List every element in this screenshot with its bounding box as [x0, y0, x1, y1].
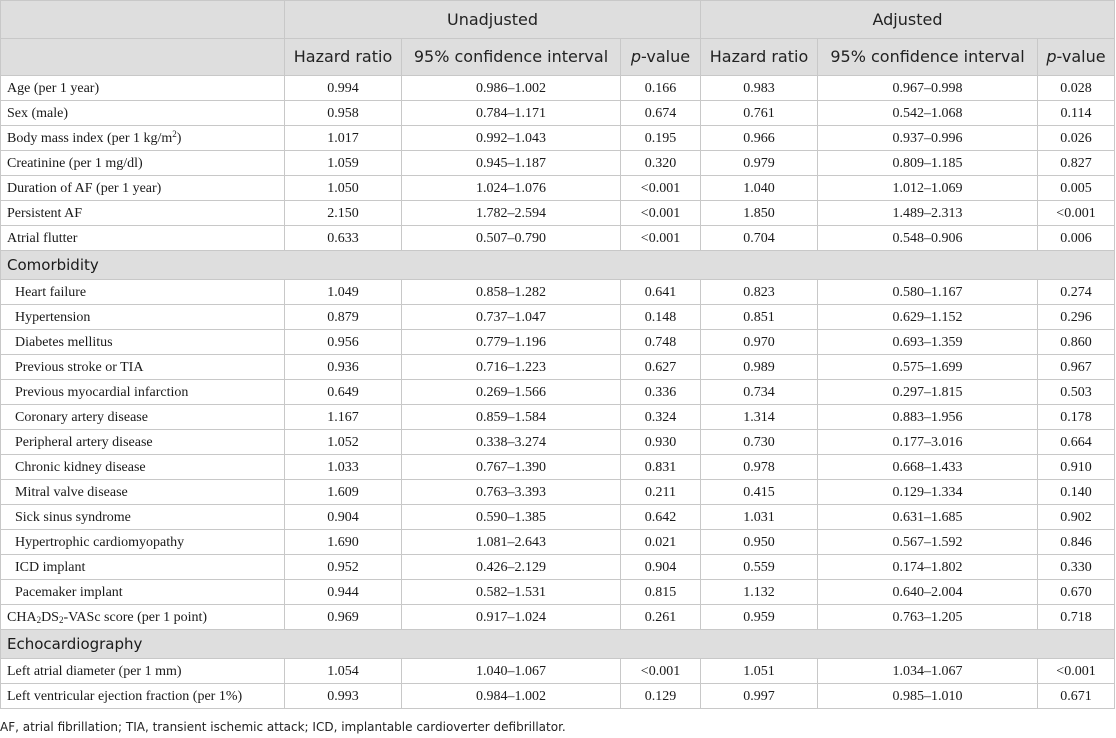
comorbidity-rows	[1, 280, 1115, 605]
adjusted-p: 0.902	[1038, 505, 1115, 530]
header-adjusted: Adjusted	[701, 1, 1115, 39]
header-blank	[1, 1, 285, 39]
row-label: Atrial flutter	[1, 226, 285, 251]
header-hazard-ratio: Hazard ratio	[285, 39, 402, 76]
adjusted-p: <0.001	[1038, 201, 1115, 226]
adjusted-p: 0.670	[1038, 580, 1115, 605]
adjusted-ci: 0.567–1.592	[818, 530, 1038, 555]
cha-row-body	[1, 605, 1115, 659]
unadjusted-ci: 0.582–1.531	[402, 580, 621, 605]
adjusted-ci: 1.012–1.069	[818, 176, 1038, 201]
table-row	[1, 380, 1115, 405]
header-ci: 95% confidence interval	[402, 39, 621, 76]
row-label: Diabetes mellitus	[1, 330, 285, 355]
unadjusted-p: 0.904	[621, 555, 701, 580]
row-label: Left ventricular ejection fraction (per 1%)	[1, 684, 285, 709]
row-label: Hypertrophic cardiomyopathy	[1, 530, 285, 555]
unadjusted-ci: 1.024–1.076	[402, 176, 621, 201]
unadjusted-p: 0.641	[621, 280, 701, 305]
unadjusted-ci: 0.338–3.274	[402, 430, 621, 455]
adjusted-ci: 0.967–0.998	[818, 76, 1038, 101]
adjusted-ci: 0.693–1.359	[818, 330, 1038, 355]
unadjusted-p: 0.129	[621, 684, 701, 709]
unadjusted-hr: 0.958	[285, 101, 402, 126]
unadjusted-p: 0.261	[621, 605, 701, 630]
row-label: Chronic kidney disease	[1, 455, 285, 480]
row-label: Coronary artery disease	[1, 405, 285, 430]
section-label: Echocardiography	[1, 630, 1115, 659]
adjusted-p: 0.846	[1038, 530, 1115, 555]
adjusted-hr: 1.314	[701, 405, 818, 430]
row-label: Heart failure	[1, 280, 285, 305]
table-row	[1, 330, 1115, 355]
unadjusted-hr: 1.059	[285, 151, 402, 176]
unadjusted-ci: 0.779–1.196	[402, 330, 621, 355]
unadjusted-ci: 0.763–3.393	[402, 480, 621, 505]
row-label: Sex (male)	[1, 101, 285, 126]
row-label: Hypertension	[1, 305, 285, 330]
row-label: Previous myocardial infarction	[1, 380, 285, 405]
adjusted-ci: 0.177–3.016	[818, 430, 1038, 455]
table-row	[1, 659, 1115, 684]
adjusted-p: 0.671	[1038, 684, 1115, 709]
unadjusted-ci: 0.917–1.024	[402, 605, 621, 630]
adjusted-hr: 0.970	[701, 330, 818, 355]
adjusted-ci: 0.548–0.906	[818, 226, 1038, 251]
adjusted-p: 0.296	[1038, 305, 1115, 330]
table-row	[1, 605, 1115, 630]
header-column-row	[1, 39, 1115, 76]
table-row	[1, 580, 1115, 605]
adjusted-ci: 0.668–1.433	[818, 455, 1038, 480]
header-group-row	[1, 1, 1115, 39]
row-label: $CHA_2DS_2$-VASc score (per 1 point)	[1, 605, 285, 630]
unadjusted-hr: 2.150	[285, 201, 402, 226]
unadjusted-ci: 0.767–1.390	[402, 455, 621, 480]
adjusted-hr: 0.559	[701, 555, 818, 580]
unadjusted-hr: 1.050	[285, 176, 402, 201]
adjusted-ci: 0.542–1.068	[818, 101, 1038, 126]
row-label: Pacemaker implant	[1, 580, 285, 605]
adjusted-hr: 1.040	[701, 176, 818, 201]
section-row-echocardiography	[1, 630, 1115, 659]
unadjusted-ci: 0.737–1.047	[402, 305, 621, 330]
adjusted-ci: 1.034–1.067	[818, 659, 1038, 684]
adjusted-p: 0.114	[1038, 101, 1115, 126]
unadjusted-ci: 0.984–1.002	[402, 684, 621, 709]
adjusted-hr: 0.983	[701, 76, 818, 101]
adjusted-hr: 0.979	[701, 151, 818, 176]
adjusted-ci: 0.129–1.334	[818, 480, 1038, 505]
unadjusted-p: 0.748	[621, 330, 701, 355]
adjusted-hr: 1.031	[701, 505, 818, 530]
adjusted-hr: 0.704	[701, 226, 818, 251]
row-label: Creatinine (per 1 mg/dl)	[1, 151, 285, 176]
unadjusted-p: 0.211	[621, 480, 701, 505]
adjusted-hr: 0.823	[701, 280, 818, 305]
unadjusted-hr: 0.944	[285, 580, 402, 605]
table-row	[1, 201, 1115, 226]
echo-rows	[1, 659, 1115, 709]
adjusted-ci: 0.937–0.996	[818, 126, 1038, 151]
header-blank	[1, 39, 285, 76]
row-label: Previous stroke or TIA	[1, 355, 285, 380]
unadjusted-hr: 1.033	[285, 455, 402, 480]
section-row-comorbidity	[1, 251, 1115, 280]
header-unadjusted: Unadjusted	[285, 1, 701, 39]
unadjusted-hr: 0.993	[285, 684, 402, 709]
unadjusted-p: 0.930	[621, 430, 701, 455]
row-label: Duration of AF (per 1 year)	[1, 176, 285, 201]
row-label: ICD implant	[1, 555, 285, 580]
adjusted-p: 0.006	[1038, 226, 1115, 251]
table-body	[1, 76, 1115, 280]
row-label: Persistent AF	[1, 201, 285, 226]
adjusted-hr: 0.989	[701, 355, 818, 380]
unadjusted-ci: 0.716–1.223	[402, 355, 621, 380]
unadjusted-p: 0.674	[621, 101, 701, 126]
table-row	[1, 405, 1115, 430]
adjusted-p: 0.503	[1038, 380, 1115, 405]
adjusted-p: <0.001	[1038, 659, 1115, 684]
unadjusted-ci: 1.081–2.643	[402, 530, 621, 555]
adjusted-p: 0.664	[1038, 430, 1115, 455]
adjusted-hr: 0.761	[701, 101, 818, 126]
unadjusted-hr: 0.649	[285, 380, 402, 405]
unadjusted-ci: 0.269–1.566	[402, 380, 621, 405]
unadjusted-p: 0.642	[621, 505, 701, 530]
unadjusted-hr: 1.167	[285, 405, 402, 430]
adjusted-ci: 0.580–1.167	[818, 280, 1038, 305]
unadjusted-hr: 0.633	[285, 226, 402, 251]
adjusted-ci: 0.575–1.699	[818, 355, 1038, 380]
unadjusted-hr: 0.956	[285, 330, 402, 355]
table-row	[1, 101, 1115, 126]
adjusted-hr: 0.959	[701, 605, 818, 630]
row-label: Age (per 1 year)	[1, 76, 285, 101]
unadjusted-p: 0.815	[621, 580, 701, 605]
adjusted-p: 0.005	[1038, 176, 1115, 201]
row-label: Peripheral artery disease	[1, 430, 285, 455]
adjusted-p: 0.860	[1038, 330, 1115, 355]
unadjusted-ci: 0.945–1.187	[402, 151, 621, 176]
adjusted-ci: 0.763–1.205	[818, 605, 1038, 630]
table-row	[1, 455, 1115, 480]
unadjusted-hr: 1.017	[285, 126, 402, 151]
adjusted-ci: 0.640–2.004	[818, 580, 1038, 605]
adjusted-hr: 0.966	[701, 126, 818, 151]
adjusted-p: 0.178	[1038, 405, 1115, 430]
table-row	[1, 480, 1115, 505]
adjusted-ci: 0.985–1.010	[818, 684, 1038, 709]
row-label: Mitral valve disease	[1, 480, 285, 505]
header-p-value: p-value	[621, 39, 701, 76]
unadjusted-hr: 0.969	[285, 605, 402, 630]
unadjusted-p: 0.195	[621, 126, 701, 151]
adjusted-p: 0.026	[1038, 126, 1115, 151]
table-row	[1, 684, 1115, 709]
header-hazard-ratio: Hazard ratio	[701, 39, 818, 76]
unadjusted-hr: 1.690	[285, 530, 402, 555]
adjusted-ci: 0.809–1.185	[818, 151, 1038, 176]
adjusted-ci: 1.489–2.313	[818, 201, 1038, 226]
unadjusted-hr: 1.609	[285, 480, 402, 505]
unadjusted-hr: 0.879	[285, 305, 402, 330]
table-row	[1, 76, 1115, 101]
table-row	[1, 430, 1115, 455]
unadjusted-ci: 0.858–1.282	[402, 280, 621, 305]
adjusted-p: 0.967	[1038, 355, 1115, 380]
adjusted-ci: 0.297–1.815	[818, 380, 1038, 405]
unadjusted-hr: 1.049	[285, 280, 402, 305]
table-row	[1, 505, 1115, 530]
table-row	[1, 305, 1115, 330]
table-row	[1, 151, 1115, 176]
section-label: Comorbidity	[1, 251, 1115, 280]
adjusted-ci: 0.629–1.152	[818, 305, 1038, 330]
adjusted-ci: 0.174–1.802	[818, 555, 1038, 580]
adjusted-hr: 0.734	[701, 380, 818, 405]
adjusted-p: 0.910	[1038, 455, 1115, 480]
row-label: Body mass index (per 1 $kg/m^2$)	[1, 126, 285, 151]
unadjusted-hr: 1.052	[285, 430, 402, 455]
unadjusted-ci: 0.784–1.171	[402, 101, 621, 126]
adjusted-hr: 0.851	[701, 305, 818, 330]
table-footnote: AF, atrial fibrillation; TIA, transient ischemic attack; ICD, implantable cardioverter defibrillator.	[0, 720, 566, 734]
adjusted-hr: 1.051	[701, 659, 818, 684]
adjusted-p: 0.827	[1038, 151, 1115, 176]
adjusted-hr: 0.730	[701, 430, 818, 455]
unadjusted-ci: 0.590–1.385	[402, 505, 621, 530]
adjusted-hr: 0.997	[701, 684, 818, 709]
unadjusted-p: 0.324	[621, 405, 701, 430]
unadjusted-hr: 0.952	[285, 555, 402, 580]
table-row	[1, 176, 1115, 201]
adjusted-hr: 1.850	[701, 201, 818, 226]
unadjusted-hr: 0.994	[285, 76, 402, 101]
table-row	[1, 126, 1115, 151]
adjusted-hr: 0.950	[701, 530, 818, 555]
unadjusted-p: <0.001	[621, 201, 701, 226]
unadjusted-ci: 0.986–1.002	[402, 76, 621, 101]
unadjusted-ci: 0.859–1.584	[402, 405, 621, 430]
adjusted-hr: 0.415	[701, 480, 818, 505]
unadjusted-p: 0.831	[621, 455, 701, 480]
row-label: Sick sinus syndrome	[1, 505, 285, 530]
header-p-value: p-value	[1038, 39, 1115, 76]
adjusted-ci: 0.631–1.685	[818, 505, 1038, 530]
unadjusted-ci: 0.992–1.043	[402, 126, 621, 151]
unadjusted-ci: 1.040–1.067	[402, 659, 621, 684]
row-label: Left atrial diameter (per 1 mm)	[1, 659, 285, 684]
adjusted-p: 0.274	[1038, 280, 1115, 305]
unadjusted-p: <0.001	[621, 176, 701, 201]
table-row	[1, 355, 1115, 380]
unadjusted-p: 0.166	[621, 76, 701, 101]
table-row	[1, 555, 1115, 580]
header-ci: 95% confidence interval	[818, 39, 1038, 76]
unadjusted-p: <0.001	[621, 226, 701, 251]
unadjusted-p: 0.021	[621, 530, 701, 555]
unadjusted-ci: 1.782–2.594	[402, 201, 621, 226]
adjusted-ci: 0.883–1.956	[818, 405, 1038, 430]
adjusted-p: 0.028	[1038, 76, 1115, 101]
table-row	[1, 280, 1115, 305]
unadjusted-p: 0.627	[621, 355, 701, 380]
unadjusted-p: 0.148	[621, 305, 701, 330]
unadjusted-hr: 0.904	[285, 505, 402, 530]
unadjusted-p: 0.320	[621, 151, 701, 176]
adjusted-p: 0.718	[1038, 605, 1115, 630]
unadjusted-ci: 0.507–0.790	[402, 226, 621, 251]
table-row	[1, 226, 1115, 251]
unadjusted-hr: 1.054	[285, 659, 402, 684]
unadjusted-p: <0.001	[621, 659, 701, 684]
unadjusted-ci: 0.426–2.129	[402, 555, 621, 580]
adjusted-hr: 1.132	[701, 580, 818, 605]
adjusted-p: 0.330	[1038, 555, 1115, 580]
unadjusted-hr: 0.936	[285, 355, 402, 380]
adjusted-p: 0.140	[1038, 480, 1115, 505]
table-row	[1, 530, 1115, 555]
unadjusted-p: 0.336	[621, 380, 701, 405]
adjusted-hr: 0.978	[701, 455, 818, 480]
